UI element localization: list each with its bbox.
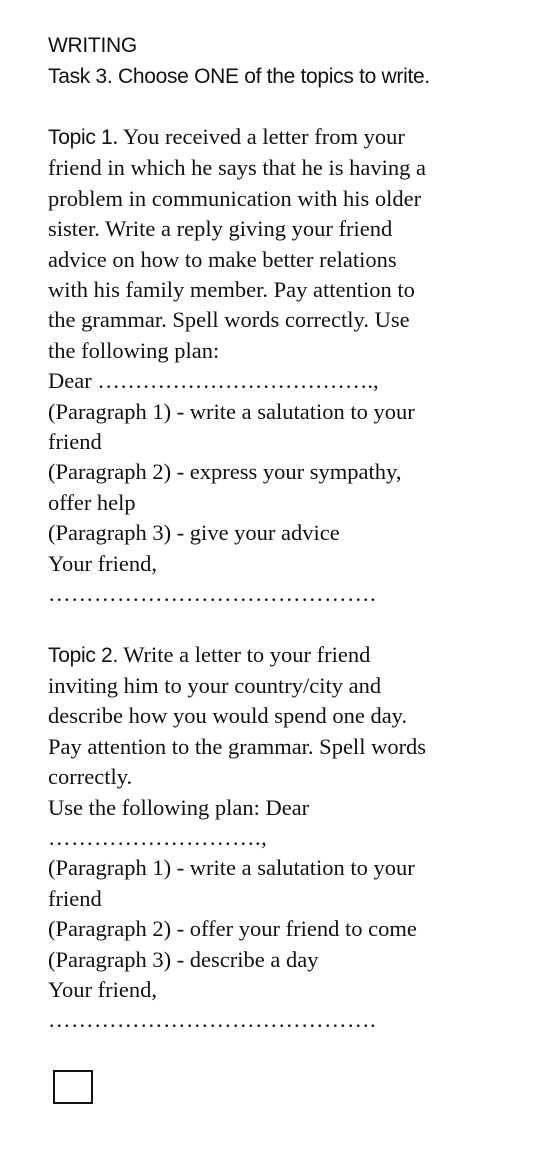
topic-1-line: with his family member. Pay attention to — [48, 277, 415, 303]
topic-1-line: sister. Write a reply giving your friend — [48, 216, 393, 242]
topic-1-line — [48, 122, 518, 153]
answer-checkbox[interactable] — [53, 1070, 93, 1104]
topic-2-line: Pay attention to the grammar. Spell words — [48, 733, 427, 759]
topic-1-line: the grammar. Spell words correctly. Use — [48, 307, 410, 333]
topic-1-line: the following plan: — [48, 337, 220, 363]
spacer — [48, 610, 518, 640]
topic-1-intro: . You received a letter from your — [112, 124, 405, 149]
topic-1-line: advice on how to make better relations — [48, 246, 397, 272]
topic-2-line: friend — [48, 885, 102, 911]
topic-2-label: Topic 2. — [48, 643, 118, 667]
topic-2-line: inviting him to your country/city and — [48, 672, 382, 698]
topic-1-line: friend in which he says that he is having a — [48, 155, 427, 181]
topic-1-block — [48, 122, 518, 610]
topic-2-line: describe how you would spend one day. — [48, 703, 408, 729]
topic-2-intro: Write a letter to your friend — [117, 641, 371, 667]
topic-2-signature-dots: ……………………………………. — [48, 1007, 377, 1033]
task-instruction: Task 3. Choose ONE of the topics to write. — [48, 65, 430, 88]
topic-1-paragraph-2: (Paragraph 2) - express your sympathy, — [48, 459, 402, 485]
section-title: WRITING — [48, 34, 137, 57]
topic-2-greeting-dots: ………………………., — [48, 824, 268, 850]
topic-2-line: correctly. — [48, 764, 133, 790]
topic-2-closing: Your friend, — [48, 976, 157, 1002]
topic-1-closing: Your friend, — [48, 550, 157, 576]
topic-2-paragraph-3: (Paragraph 3) - describe a day — [48, 946, 319, 972]
spacer — [48, 92, 518, 122]
topic-1-paragraph-1: (Paragraph 1) - write a salutation to your — [48, 398, 415, 424]
topic-2-line: Use the following plan: Dear — [48, 794, 310, 820]
topic-1-line: problem in communication with his older — [48, 185, 422, 211]
topic-2-line — [48, 640, 518, 671]
topic-1-label: Topic 1 — [48, 126, 113, 149]
topic-2-paragraph-1: (Paragraph 1) - write a salutation to your — [48, 855, 415, 881]
topic-1-signature-dots: ……………………………………. — [48, 581, 377, 607]
writing-task-sheet — [48, 30, 518, 1036]
topic-1-line: offer help — [48, 489, 136, 515]
topic-1-greeting: Dear ………………………………., — [48, 368, 379, 394]
topic-1-line: friend — [48, 429, 102, 455]
topic-2-paragraph-2: (Paragraph 2) - offer your friend to come — [48, 916, 417, 942]
topic-2-block — [48, 640, 518, 1036]
topic-1-paragraph-3: (Paragraph 3) - give your advice — [48, 520, 340, 546]
